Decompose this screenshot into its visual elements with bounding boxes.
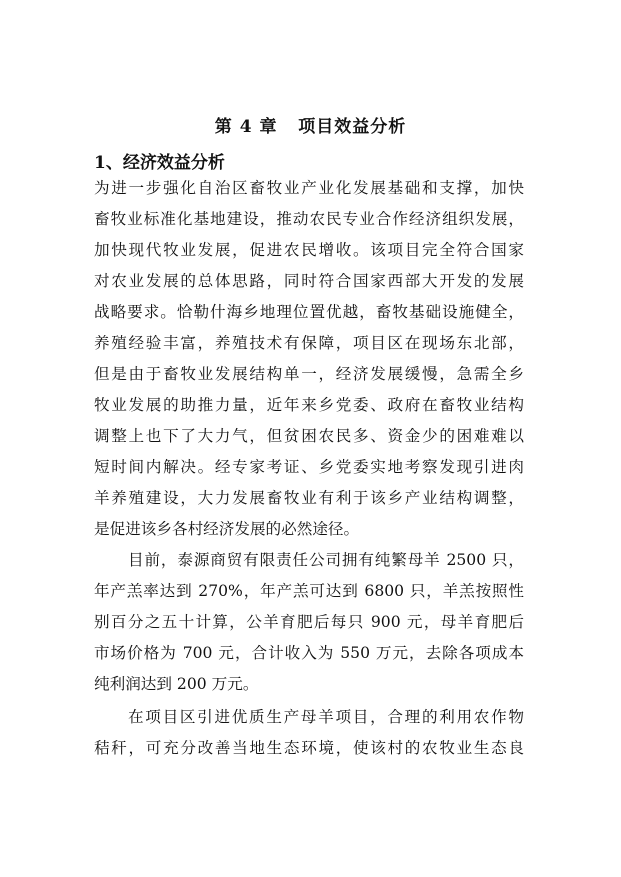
text-line: 战略要求。恰勒什海乡地理位置优越，畜牧基础设施健全，	[94, 303, 524, 321]
text-line: 羊养殖建设，大力发展畜牧业有利于该乡产业结构调整，	[94, 489, 524, 507]
text-line: 纯利润达到 200 万元。	[94, 675, 259, 693]
text-line: 调整上也下了大力气，但贫困农民多、资金少的困难难以	[94, 427, 524, 445]
text-line: 在项目区引进优质生产母羊项目，合理的利用农作物	[128, 708, 524, 726]
section-title: 1、经济效益分析	[94, 153, 225, 173]
text-line: 目前，泰源商贸有限责任公司拥有纯繁母羊 2500 只，	[128, 551, 524, 569]
chapter-title: 第 4 章 项目效益分析	[214, 117, 407, 137]
text-line: 加快现代牧业发展，促进农民增收。该项目完全符合国家	[94, 241, 524, 259]
text-line: 牧业发展的助推力量，近年来乡党委、政府在畜牧业结构	[94, 396, 524, 414]
text-line: 但是由于畜牧业发展结构单一，经济发展缓慢，急需全乡	[94, 365, 524, 383]
text-line: 别百分之五十计算，公羊育肥后每只 900 元，母羊育肥后	[94, 613, 524, 631]
text-line: 年产羔率达到 270%，年产羔可达到 6800 只，羊羔按照性	[94, 582, 524, 600]
text-line: 养殖经验丰富，养殖技术有保障，项目区在现场东北部，	[94, 334, 524, 352]
text-line: 畜牧业标准化基地建设，推动农民专业合作经济组织发展，	[94, 210, 524, 228]
text-line: 是促进该乡各村经济发展的必然途径。	[94, 520, 360, 538]
text-line: 对农业发展的总体思路，同时符合国家西部大开发的发展	[94, 272, 524, 290]
text-line: 短时间内解决。经专家考证、乡党委实地考察发现引进肉	[94, 458, 524, 476]
text-line: 市场价格为 700 元，合计收入为 550 万元，去除各项成本	[94, 644, 524, 662]
text-line: 为进一步强化自治区畜牧业产业化发展基础和支撑，加快	[94, 179, 524, 197]
text-line: 秸秆，可充分改善当地生态环境，使该村的农牧业生态良	[94, 739, 524, 757]
